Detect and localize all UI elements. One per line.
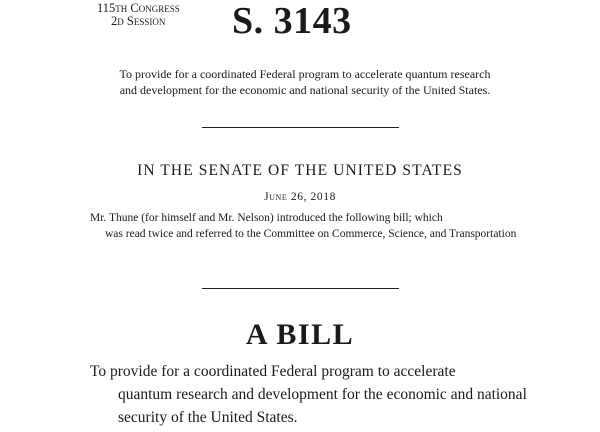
- bill-title: A BILL: [245, 318, 355, 351]
- divider-bottom: [202, 288, 399, 289]
- introduction-line-1: Mr. Thune (for himself and Mr. Nelson) introduced the following bill; which: [90, 212, 443, 224]
- senate-heading: IN THE SENATE OF THE UNITED STATES: [137, 162, 463, 179]
- short-purpose-line-2: and development for the economic and national security of the United States.: [119, 83, 491, 97]
- long-purpose: [90, 360, 530, 429]
- short-purpose-line-1: To provide for a coordinated Federal program to accelerate quantum research: [119, 67, 491, 81]
- session-number: 2d Session: [111, 14, 166, 28]
- congress-number: 115th Congress: [97, 1, 180, 15]
- short-purpose: [90, 66, 520, 98]
- introduction-date: June 26, 2018: [264, 191, 336, 203]
- introduction-continuation: was read twice and referred to the Committee on Commerce, Science, and Transportation: [105, 228, 517, 240]
- divider-top: [202, 127, 399, 128]
- long-purpose-continuation: quantum research and development for the economic and national security of the United States.: [118, 386, 527, 426]
- bill-number: S. 3143: [232, 0, 352, 42]
- long-purpose-line-1: To provide for a coordinated Federal program to accelerate: [90, 363, 456, 380]
- introduction-statement: [90, 210, 520, 242]
